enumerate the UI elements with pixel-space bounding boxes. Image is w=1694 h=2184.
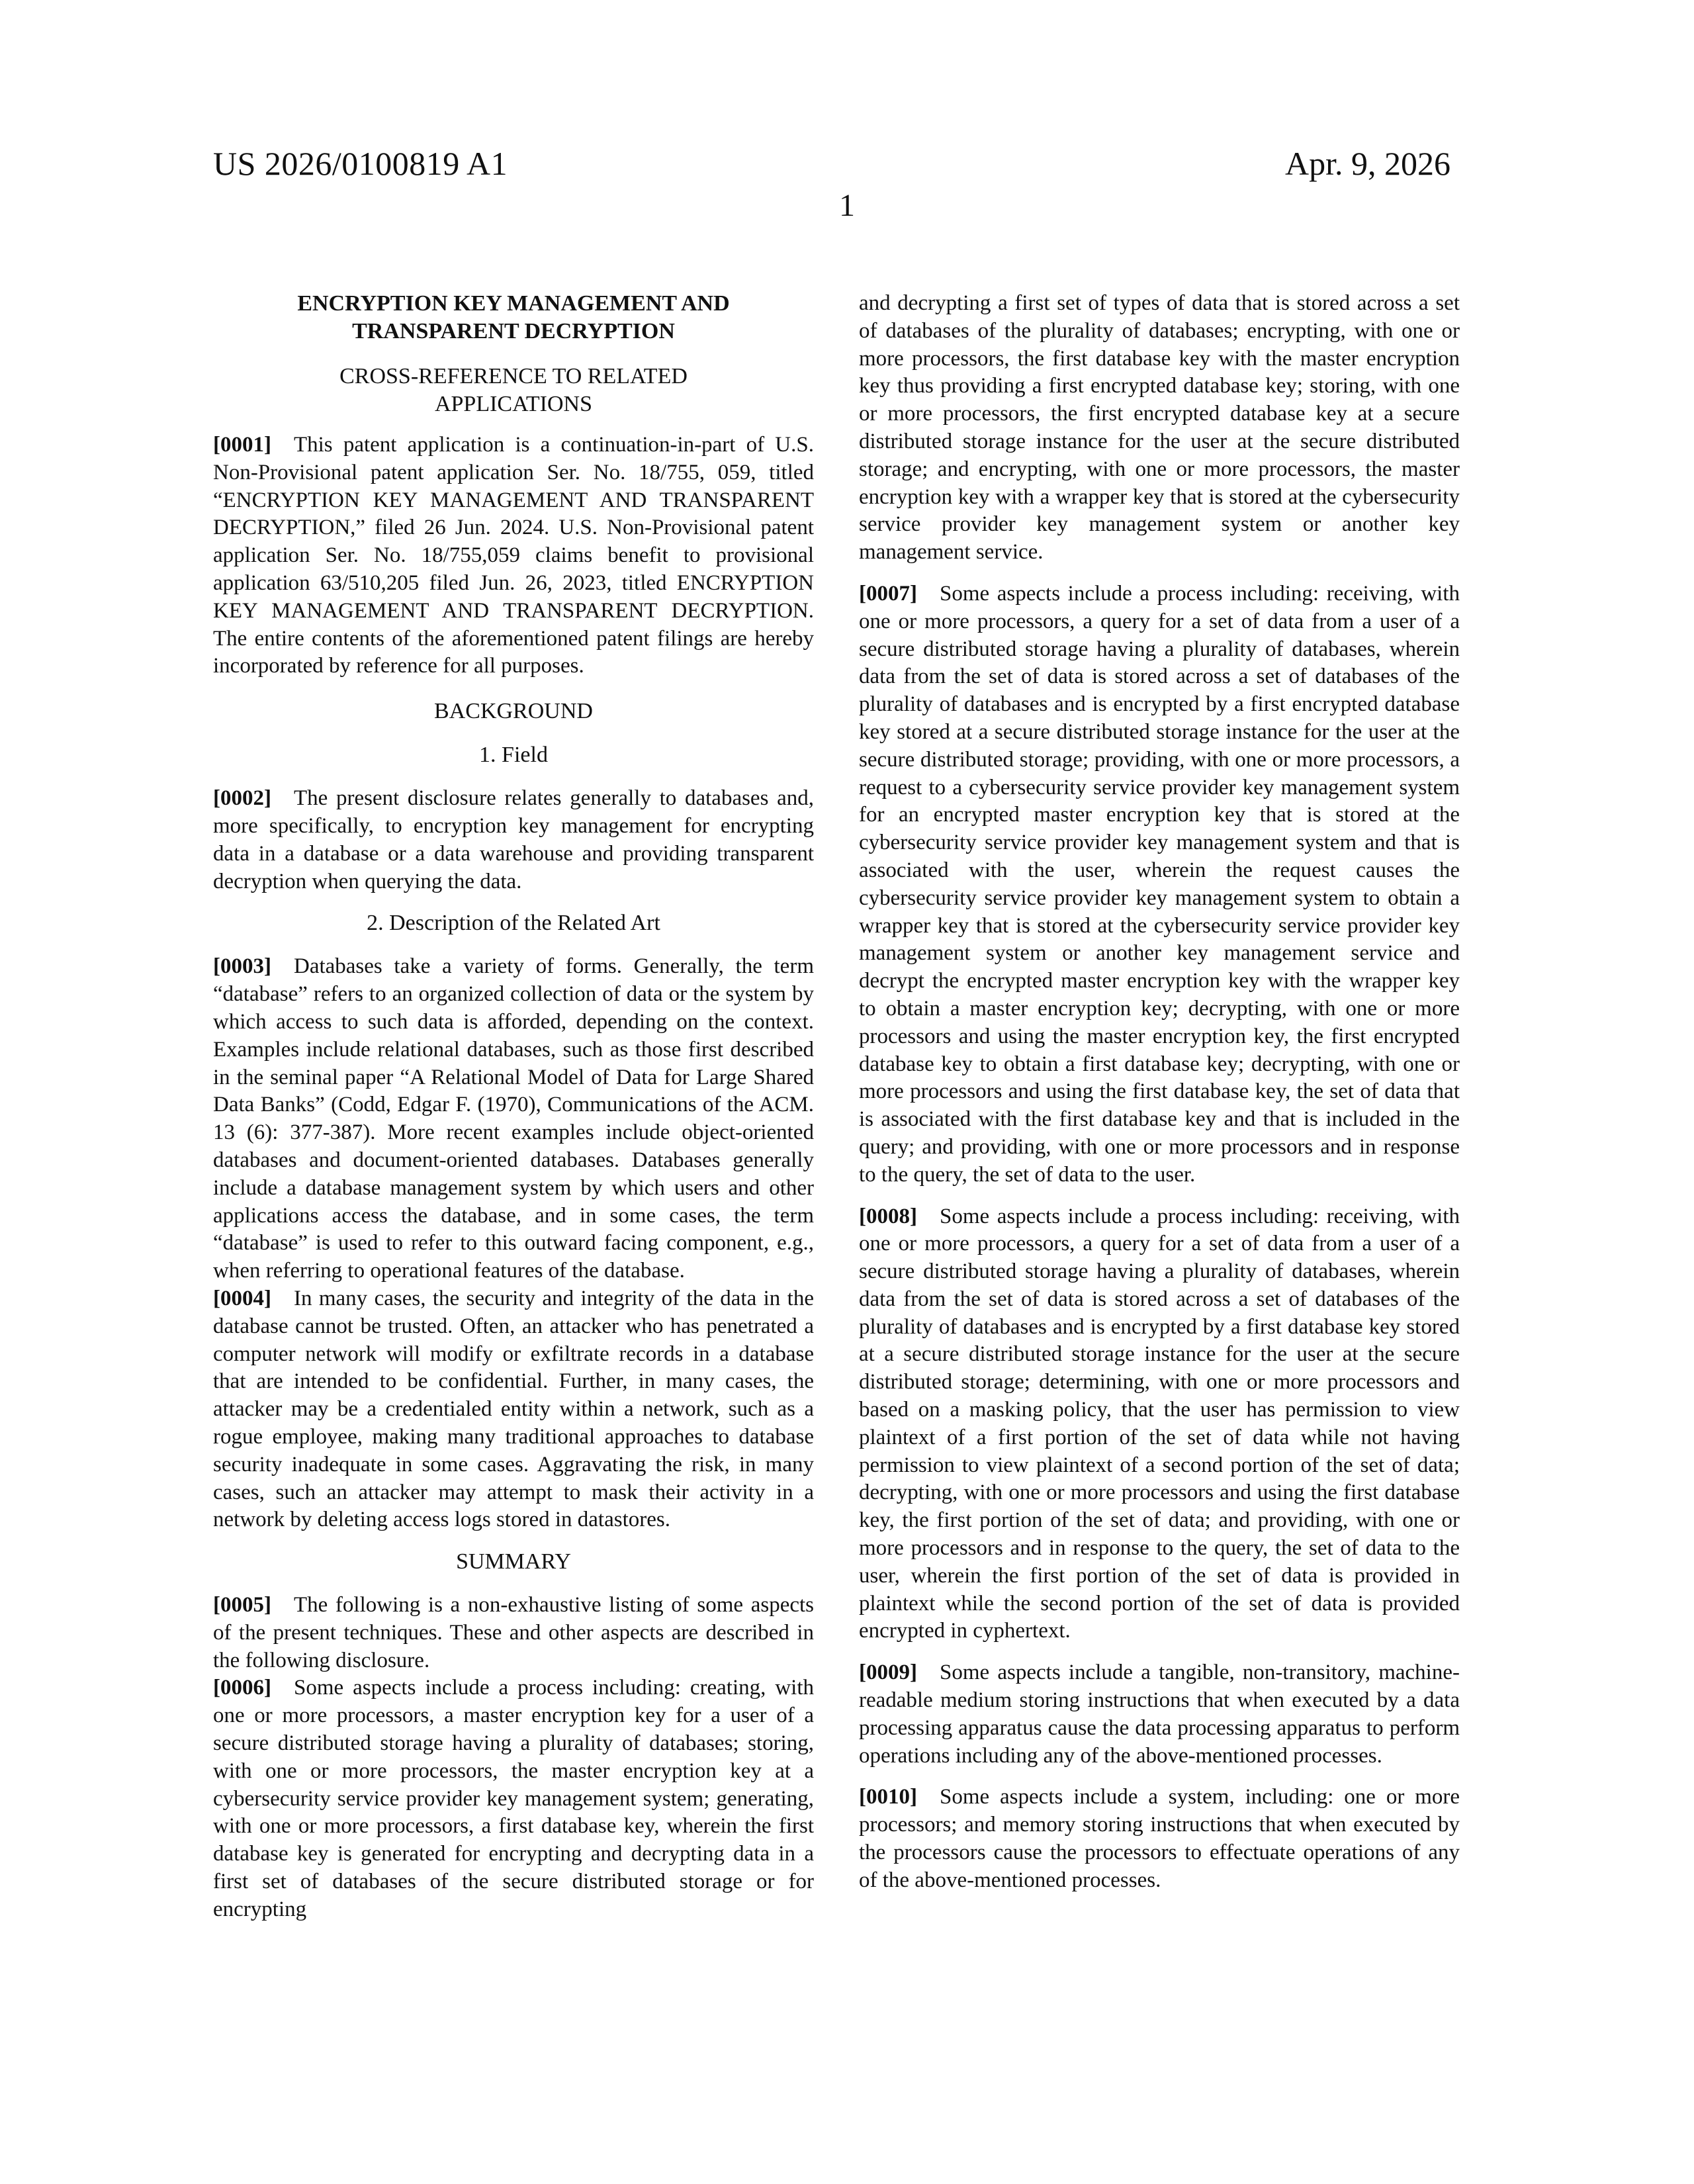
title-line: ENCRYPTION KEY MANAGEMENT AND (297, 291, 730, 316)
section-heading-summary: SUMMARY (456, 1549, 571, 1574)
left-column (213, 290, 814, 1924)
paragraph-number: [0001] (213, 433, 271, 457)
paragraph-0004 (213, 1285, 814, 1534)
section-heading-cross-reference (213, 363, 814, 418)
page-number: 1 (839, 188, 855, 223)
subsection-heading-related-art: 2. Description of the Related Art (367, 911, 660, 936)
paragraph-0003 (213, 953, 814, 1285)
paragraph-0010 (859, 1784, 1460, 1894)
paragraph-0001 (213, 432, 814, 680)
paragraph-0005 (213, 1592, 814, 1674)
paragraph-text: Some aspects include a system, including: one or more processors; and memory storing instructions that when executed by the processors cause the processors to effectuate operations of any of the above-mentioned processes. (859, 1785, 1460, 1892)
paragraph-number: [0009] (859, 1661, 917, 1685)
heading-line: APPLICATIONS (434, 392, 593, 416)
paragraph-0006-continued (859, 290, 1460, 567)
paragraph-number: [0002] (213, 786, 271, 811)
paragraph-text: This patent application is a continuation-in-part of U.S. Non-Provisional patent application Ser. No. 18/755, 059, titled “ENCRYPTION KEY MANAGEMENT AND TRANSPARENT DECRYPTION,” filed 26 Jun. 2024. U.S. Non-Provisional patent application Ser. No. 18/755,059 claims benefit to provisional application 63/510,205 filed Jun. 26, 2023, titled ENCRYPTION KEY MANAGEMENT AND TRANSPARENT DECRYPTION. The entire contents of the aforementioned patent filings are hereby incorporated by reference for all purposes. (213, 433, 814, 678)
right-column (859, 290, 1460, 1909)
document-title (213, 290, 814, 345)
subsection-heading-field: 1. Field (479, 743, 548, 768)
paragraph-text: In many cases, the security and integrity of the data in the database cannot be trusted. Often, an attacker who has penetrated a computer network will modify or exfiltrate records in a database that are intended to be confidential. Further, in many cases, the attacker may be a credentialed entity within a network, such as a rogue employee, making many traditional approaches to database security inadequate in some cases. Aggravating the risk, in many cases, such an attacker may attempt to mask their activity in a network by deleting access logs stored in datastores. (213, 1286, 814, 1532)
paragraph-text: Databases take a variety of forms. Generally, the term “database” refers to an organized collection of data or the system by which access to such data is afforded, depending on the context. Examples include relational databases, such as those first described in the seminal paper “A Relational Model of Data for Large Shared Data Banks” (Codd, Edgar F. (1970), Communications of the ACM. 13 (6): 377-387). More recent examples include object-oriented databases and document-oriented databases. Databases generally include a database management system by which users and other applications access the database, and in some cases, the term “database” is used to refer to this outward facing component, e.g., when referring to operational features of the database. (213, 954, 814, 1283)
paragraph-text: The following is a non-exhaustive listing of some aspects of the present techniques. These and other aspects are described in the following disclosure. (213, 1593, 814, 1672)
paragraph-0009 (859, 1659, 1460, 1770)
paragraph-number: [0003] (213, 954, 271, 979)
title-line: TRANSPARENT DECRYPTION (352, 319, 675, 343)
paragraph-0006 (213, 1674, 814, 1923)
paragraph-text: The present disclosure relates generally to databases and, more specifically, to encryption key management for encrypting data in a database or a data warehouse and providing transparent decryption when querying the data. (213, 786, 814, 893)
paragraph-text: Some aspects include a process including: receiving, with one or more processors, a query for a set of data from a user of a secure distributed storage having a plurality of databases, wherein data from the set of data is stored across a set of databases of the plurality of databases and is encrypted by a first encrypted database key stored at a secure distributed storage instance for the user at the secure distributed storage; providing, with one or more processors, a request to a cybersecurity service provider key management system for an encrypted master encryption key that is stored at the cybersecurity service provider key management system and that is associated with the user, wherein the request causes the cybersecurity service provider key management system to obtain a wrapper key that is stored at the cybersecurity service provider key management system or another key management service and decrypt the encrypted master encryption key with the wrapper key to obtain a master encryption key; decrypting, with one or more processors and using the master encryption key, the first encrypted database key to obtain a first database key; decrypting, with one or more processors and using the first database key, the set of data that is associated with the first database key and that is included in the query; and providing, with one or more processors and in response to the query, the set of data to the user. (859, 581, 1460, 1187)
paragraph-0007 (859, 580, 1460, 1189)
paragraph-0008 (859, 1203, 1460, 1646)
paragraph-text: Some aspects include a process including: receiving, with one or more processors, a query for a set of data from a user of a secure distributed storage having a plurality of databases, wherein data from the set of data is stored across a set of databases of the plurality of databases and is encrypted by a first database key stored at a secure distributed storage instance for the user at the secure distributed storage; determining, with one or more processors and based on a masking policy, that the user has permission to view plaintext of a first portion of the set of data while not having permission to view plaintext of a second portion of the set of data; decrypting, with one or more processors and using the first database key, the first portion of the set of data; and providing, with one or more processors and in response to the query, the set of data to the user, wherein the first portion of the set of data is provided in plaintext while the second portion of the set of data is provided encrypted in cyphertext. (859, 1204, 1460, 1643)
paragraph-number: [0006] (213, 1676, 271, 1700)
paragraph-number: [0010] (859, 1785, 917, 1809)
paragraph-number: [0008] (859, 1204, 917, 1228)
paragraph-text: Some aspects include a tangible, non-transitory, machine-readable medium storing instructions that when executed by a data processing apparatus cause the data processing apparatus to perform operations including any of the above-mentioned processes. (859, 1661, 1460, 1768)
paragraph-number: [0005] (213, 1593, 271, 1617)
publication-date: Apr. 9, 2026 (1285, 145, 1450, 182)
paragraph-0002 (213, 785, 814, 895)
publication-number: US 2026/0100819 A1 (213, 145, 508, 182)
paragraph-number: [0004] (213, 1286, 271, 1310)
paragraph-text: Some aspects include a process including: creating, with one or more processors, a master encryption key for a user of a secure distributed storage having a plurality of databases; storing, with one or more processors, the master encryption key at a cybersecurity service provider key management system; generating, with one or more processors, a first database key, wherein the first database key is generated for encrypting and decrypting data in a first set of databases of the secure distributed storage or for encrypting (213, 1676, 814, 1921)
section-heading-background: BACKGROUND (434, 699, 593, 724)
paragraph-number: [0007] (859, 581, 917, 606)
paragraph-text: and decrypting a first set of types of data that is stored across a set of databases of the plurality of databases; encrypting, with one or more processors, the first database key with the master encryption key thus providing a first encrypted database key; storing, with one or more processors, the first encrypted database key at a secure distributed storage instance for the user at the secure distributed storage; and encrypting, with one or more processors, the master encryption key with a wrapper key that is stored at the cybersecurity service provider key management system or another key management service. (859, 291, 1460, 565)
heading-line: CROSS-REFERENCE TO RELATED (339, 364, 688, 388)
